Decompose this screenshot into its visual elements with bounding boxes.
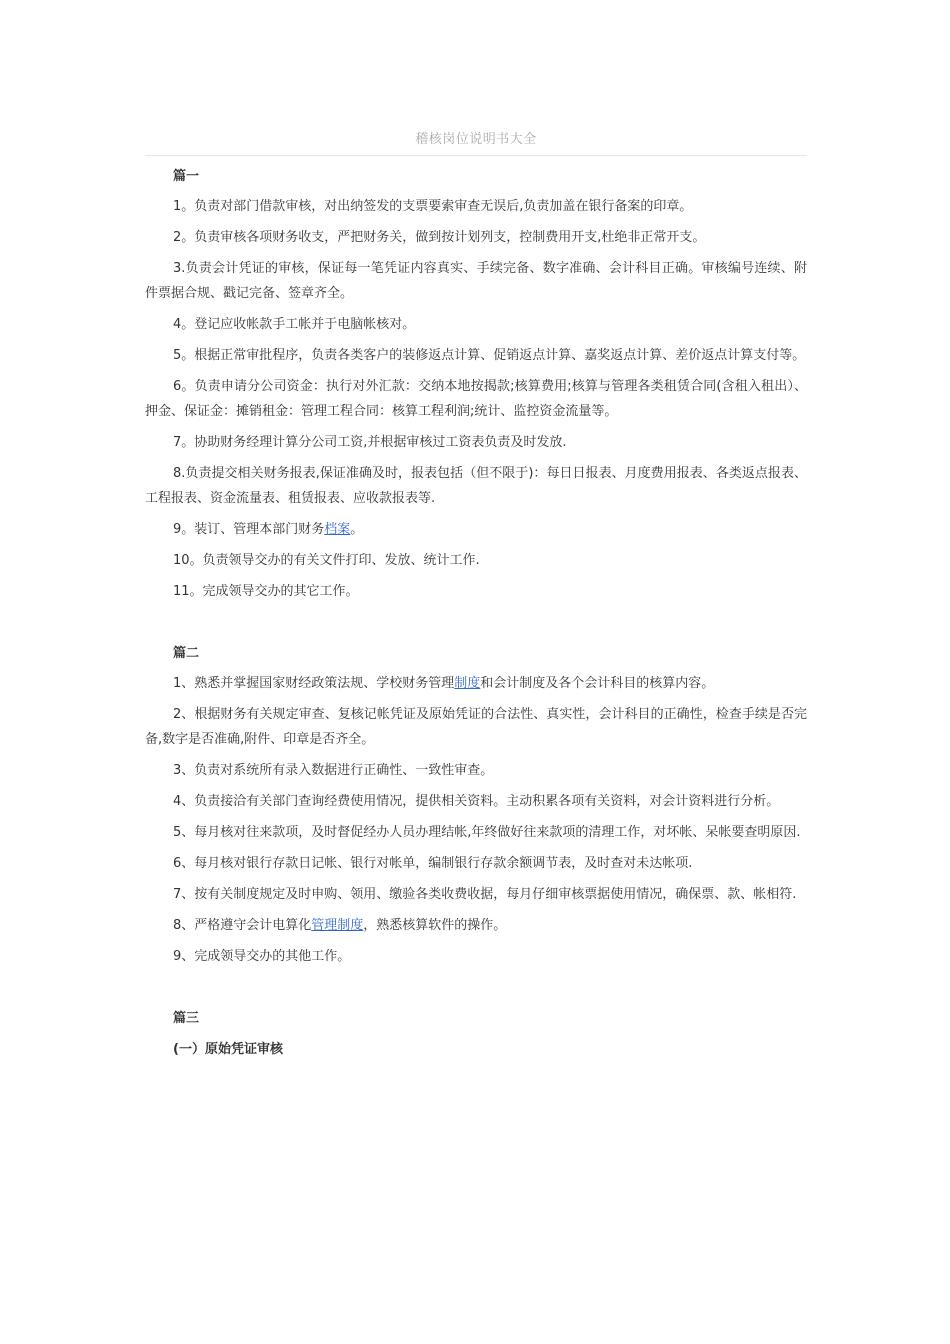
list-item: 5。根据正常审批程序，负责各类客户的装修返点计算、促销返点计算、嘉奖返点计算、差价返点计算支付等。	[173, 348, 806, 363]
list-item: 7。协助财务经理计算分公司工资,并根据审核过工资表负责及时发放.	[173, 435, 567, 450]
list-item	[145, 913, 807, 938]
item-text: 。	[350, 522, 364, 537]
section-one	[145, 164, 807, 604]
item-text: 8、严格遵守会计电算化	[173, 918, 312, 933]
list-item: 3、负责对系统所有录入数据进行正确性、一致性审查。	[173, 763, 494, 778]
list-item: 6。负责申请分公司资金：执行对外汇款：交纳本地按揭款;核算费用;核算与管理各类租赁合同(含租入租出）、押金、保证金：摊销租金：管理工程合同：核算工程利润;统计、监控资金流量等。	[145, 379, 807, 419]
section-three	[145, 1006, 807, 1062]
list-item: 11。完成领导交办的其它工作。	[173, 584, 359, 599]
list-item	[145, 517, 807, 542]
document-title: 稽核岗位说明书大全	[415, 132, 537, 147]
archive-link[interactable]: 档案	[324, 522, 351, 537]
list-item: 1。负责对部门借款审核，对出纳签发的支票要索审查无误后,负责加盖在银行备案的印章。	[173, 199, 693, 214]
system-link[interactable]: 制度	[454, 676, 481, 691]
section-two	[145, 641, 807, 969]
list-item: 7、按有关制度规定及时申购、领用、缴验各类收费收据，每月仔细审核票据使用情况，确保票、款、帐相符.	[173, 887, 797, 902]
list-item: 2、根据财务有关规定审查、复核记帐凭证及原始凭证的合法性、真实性，会计科目的正确性，检查手续是否完备,数字是否准确,附件、印章是否齐全。	[145, 707, 807, 747]
section-spacer	[145, 969, 807, 1006]
title-divider	[145, 155, 807, 156]
list-item	[145, 671, 807, 696]
list-item: 4、负责接洽有关部门查询经费使用情况，提供相关资料。主动积累各项有关资料，对会计资料进行分析。	[173, 794, 780, 809]
list-item: 5、每月核对往来款项，及时督促经办人员办理结帐,年终做好往来款项的清理工作，对坏帐、呆帐要查明原因.	[173, 825, 801, 840]
section-heading: 篇三	[173, 1011, 200, 1026]
list-item: 8.负责提交相关财务报表,保证准确及时，报表包括（但不限于)：每日日报表、月度费用报表、各类返点报表、工程报表、资金流量表、租赁报表、应收款报表等.	[145, 466, 807, 506]
item-text: 9。装订、管理本部门财务	[173, 522, 325, 537]
item-text: 1、熟悉并掌握国家财经政策法规、学校财务管理	[173, 676, 455, 691]
management-system-link[interactable]: 管理制度	[311, 918, 364, 933]
item-text: ，熟悉核算软件的操作。	[363, 918, 507, 933]
list-item: 10。负责领导交办的有关文件打印、发放、统计工作.	[173, 553, 480, 568]
list-item: 3.负责会计凭证的审核，保证每一笔凭证内容真实、手续完备、数字准确、会计科目正确。审核编号连续、附件票据合规、戳记完备、签章齐全。	[145, 261, 807, 301]
section-spacer	[145, 604, 807, 641]
section-heading: 篇二	[173, 646, 200, 661]
list-item: 6、每月核对银行存款日记帐、银行对帐单，编制银行存款余额调节表，及时查对未达帐项.	[173, 856, 693, 871]
item-text: 和会计制度及各个会计科目的核算内容。	[480, 676, 715, 691]
document-body	[145, 164, 807, 1062]
list-item: 2。负责审核各项财务收支，严把财务关，做到按计划列支，控制费用开支,杜绝非正常开支。	[173, 230, 706, 245]
sub-heading: (一）原始凭证审核	[173, 1042, 283, 1057]
section-heading: 篇一	[173, 169, 200, 184]
list-item: 9、完成领导交办的其他工作。	[173, 949, 351, 964]
list-item: 4。登记应收帐款手工帐并于电脑帐核对。	[173, 317, 416, 332]
